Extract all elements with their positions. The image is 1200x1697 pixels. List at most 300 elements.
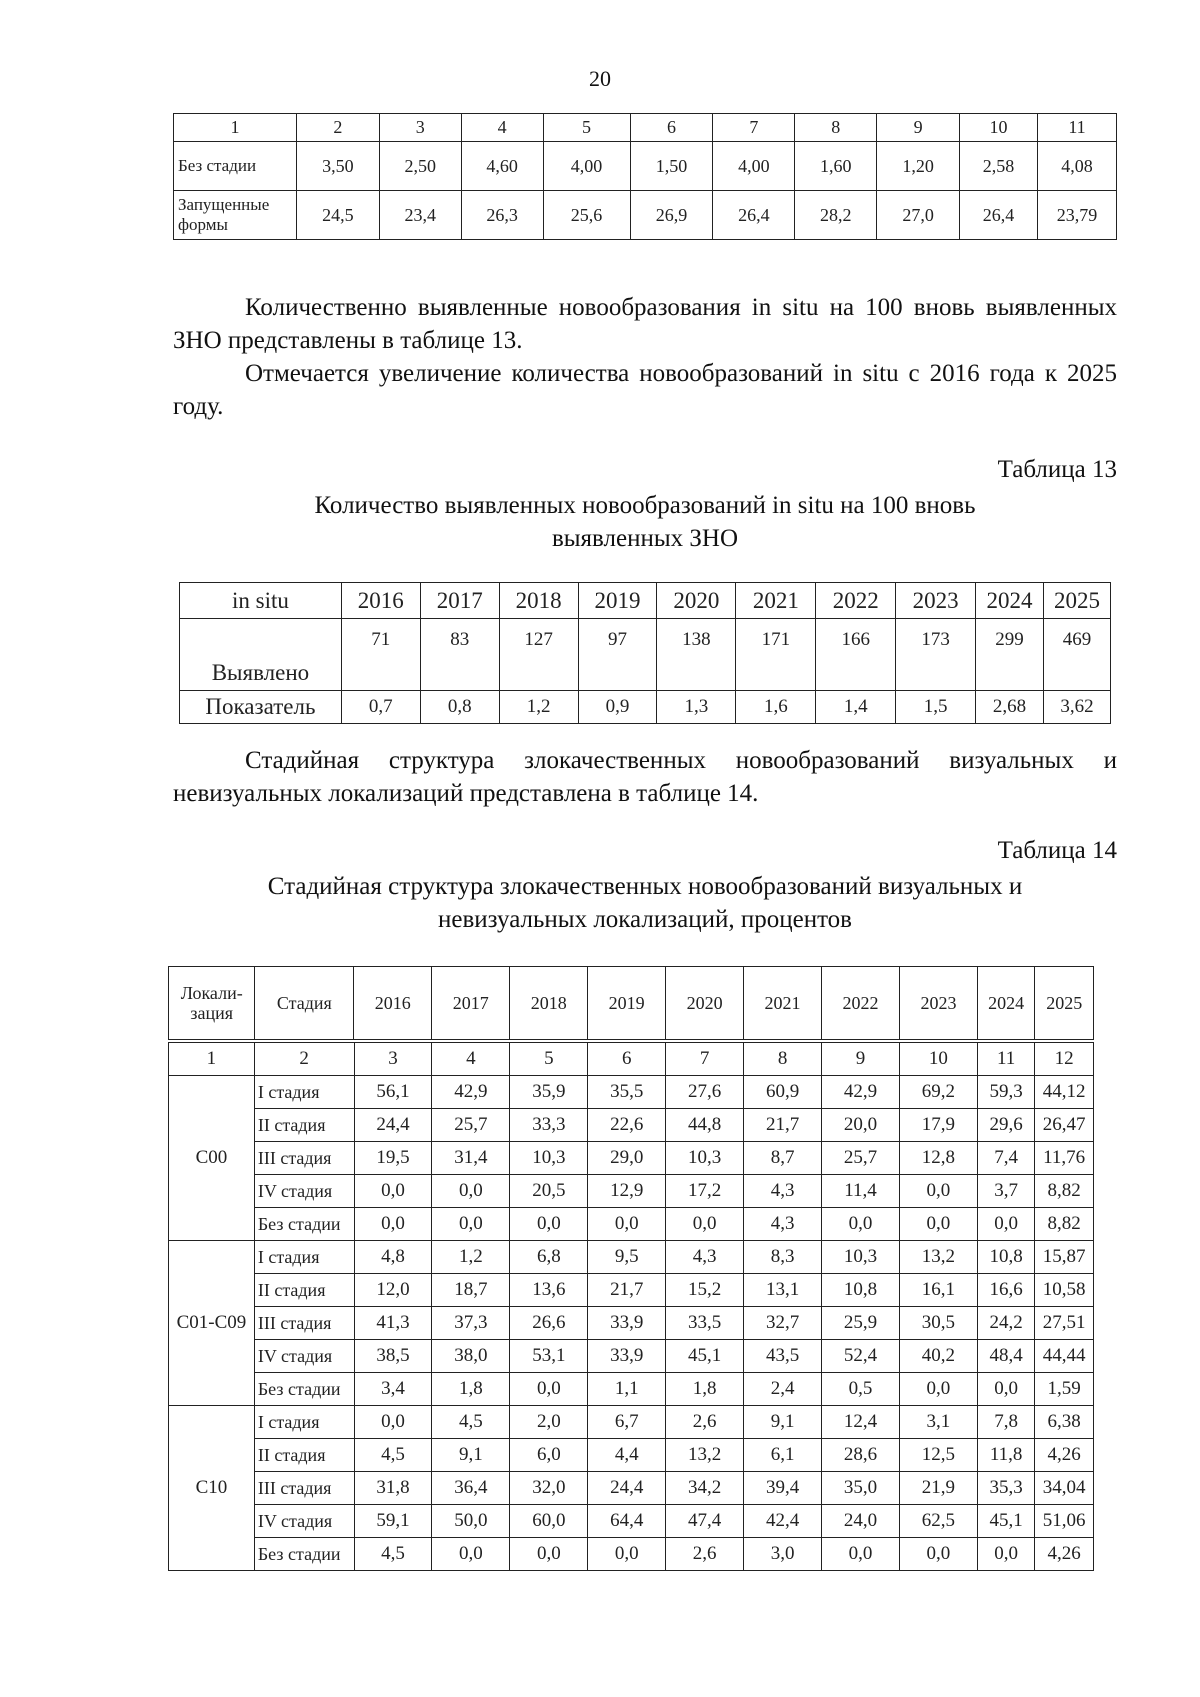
table-title-line: выявленных ЗНО	[551, 525, 739, 552]
table-cell: 27,6	[666, 1076, 744, 1109]
table-14-header	[168, 966, 1094, 1040]
table-cell: 8,82	[1035, 1208, 1094, 1241]
stage-cell: II стадия	[254, 1439, 354, 1472]
column-number: 6	[588, 1043, 666, 1076]
table-header-row	[169, 967, 1094, 1040]
table-cell: 4,26	[1035, 1538, 1094, 1571]
table-row	[180, 619, 1111, 691]
table-cell: 0,5	[822, 1373, 900, 1406]
header-cell: 11	[1037, 114, 1116, 142]
header-cell: 8	[795, 114, 877, 142]
table-cell: 6,7	[588, 1406, 666, 1439]
table-cell: 62,5	[899, 1505, 977, 1538]
table-cell: 7,4	[977, 1142, 1034, 1175]
table-cell: 0,0	[899, 1373, 977, 1406]
paragraph: Количественно выявленные новообразования in situ на 100 вновь выявленных ЗНО представлены в таблице 13.	[173, 294, 1117, 354]
table-cell: 0,0	[822, 1208, 900, 1241]
stage-cell: IV стадия	[254, 1175, 354, 1208]
table-cell: 10,8	[977, 1241, 1034, 1274]
year-header: 2025	[1035, 967, 1094, 1040]
table-cell: 25,6	[543, 191, 630, 240]
table-cell: 4,5	[354, 1439, 432, 1472]
table-cell: 35,5	[588, 1076, 666, 1109]
table-cell: 166	[816, 619, 896, 691]
table-row	[169, 1142, 1094, 1175]
table-cell: 0,0	[510, 1373, 588, 1406]
header-cell: 6	[630, 114, 713, 142]
header-cell: 3	[379, 114, 461, 142]
localization-cell: С00	[169, 1076, 255, 1241]
table-row	[169, 1439, 1094, 1472]
table-cell: 0,8	[420, 691, 499, 724]
table-cell: 0,0	[432, 1538, 510, 1571]
table-cell: 44,8	[666, 1109, 744, 1142]
table-cell: 12,9	[588, 1175, 666, 1208]
table-cell: 4,00	[543, 142, 630, 191]
table-cell: 13,6	[510, 1274, 588, 1307]
year-header: 2019	[588, 967, 666, 1040]
year-header: 2021	[744, 967, 822, 1040]
table-cell: 2,4	[744, 1373, 822, 1406]
table-cell: 42,9	[432, 1076, 510, 1109]
column-number: 8	[744, 1043, 822, 1076]
table-cell: 1,50	[630, 142, 713, 191]
paragraph-block	[173, 744, 1117, 810]
table-cell: 0,0	[354, 1406, 432, 1439]
stage-cell: I стадия	[254, 1241, 354, 1274]
stage-cell: IV стадия	[254, 1340, 354, 1373]
table-cell: 13,1	[744, 1274, 822, 1307]
table-cell: 97	[578, 619, 657, 691]
year-header: 2018	[510, 967, 588, 1040]
table-cell: 11,76	[1035, 1142, 1094, 1175]
column-number: 7	[666, 1043, 744, 1076]
table-row	[169, 1505, 1094, 1538]
table-cell: 21,7	[588, 1274, 666, 1307]
table-cell: 26,4	[960, 191, 1038, 240]
stage-cell: Без стадии	[254, 1373, 354, 1406]
table-cell: 4,5	[432, 1406, 510, 1439]
table-cell: 127	[499, 619, 578, 691]
table-cell: 7,8	[977, 1406, 1034, 1439]
table-cell: 469	[1043, 619, 1110, 691]
table-cell: 3,62	[1043, 691, 1110, 724]
table-cell: 59,3	[977, 1076, 1034, 1109]
table-cell: 42,4	[744, 1505, 822, 1538]
table-cell: 30,5	[899, 1307, 977, 1340]
table-cell: 13,2	[899, 1241, 977, 1274]
header-cell	[169, 967, 255, 1040]
table-cell: 32,0	[510, 1472, 588, 1505]
table-cell: 60,0	[510, 1505, 588, 1538]
column-number: 1	[169, 1043, 255, 1076]
column-number: 4	[432, 1043, 510, 1076]
table-cell: 36,4	[432, 1472, 510, 1505]
table-cell: 10,3	[666, 1142, 744, 1175]
table-cell: 3,7	[977, 1175, 1034, 1208]
table-cell: 0,0	[432, 1175, 510, 1208]
table-cell: 0,0	[822, 1538, 900, 1571]
table-cell: 45,1	[666, 1340, 744, 1373]
table-cell: 3,1	[899, 1406, 977, 1439]
table-cell: 0,0	[432, 1208, 510, 1241]
table-cell: 2,6	[666, 1406, 744, 1439]
row-label: Показатель	[180, 691, 342, 724]
table-row	[169, 1241, 1094, 1274]
table-cell: 33,9	[588, 1340, 666, 1373]
column-number: 11	[977, 1043, 1034, 1076]
table-cell: 28,2	[795, 191, 877, 240]
table-title	[173, 870, 1117, 936]
table-cell: 4,8	[354, 1241, 432, 1274]
table-cell: 27,0	[877, 191, 960, 240]
table-cell: 0,0	[354, 1175, 432, 1208]
year-header: 2025	[1043, 583, 1110, 619]
table-cell: 32,7	[744, 1307, 822, 1340]
table-cell: 1,59	[1035, 1373, 1094, 1406]
table-cell: 26,3	[461, 191, 543, 240]
stage-cell: Без стадии	[254, 1538, 354, 1571]
table-cell: 34,2	[666, 1472, 744, 1505]
table-cell: 4,08	[1037, 142, 1116, 191]
table-cell: 20,5	[510, 1175, 588, 1208]
table-cell: 44,12	[1035, 1076, 1094, 1109]
table-cell: 83	[420, 619, 499, 691]
table-cell: 35,0	[822, 1472, 900, 1505]
table-cell: 1,3	[657, 691, 736, 724]
row-label-line: Запущенные	[178, 195, 270, 214]
table-cell: 2,68	[976, 691, 1044, 724]
year-header: 2022	[816, 583, 896, 619]
header-line: Локали-	[180, 983, 243, 1003]
table-cell: 24,5	[296, 191, 379, 240]
table-cell: 6,38	[1035, 1406, 1094, 1439]
row-label: Без стадии	[174, 142, 297, 191]
table-cell: 44,44	[1035, 1340, 1094, 1373]
table-cell: 171	[736, 619, 816, 691]
table-cell: 33,9	[588, 1307, 666, 1340]
table-cell: 31,4	[432, 1142, 510, 1175]
table-cell: 9,1	[432, 1439, 510, 1472]
table-cell: 26,6	[510, 1307, 588, 1340]
table-cell: 22,6	[588, 1109, 666, 1142]
table-cell: 40,2	[899, 1340, 977, 1373]
table-cell: 15,2	[666, 1274, 744, 1307]
table-cell: 4,26	[1035, 1439, 1094, 1472]
table-header-row	[174, 114, 1117, 142]
paragraph-block	[173, 291, 1117, 423]
table-cell: 3,0	[744, 1538, 822, 1571]
page-number: 20	[589, 66, 611, 91]
year-header: 2023	[896, 583, 976, 619]
table-14	[168, 1042, 1094, 1571]
table-cell: 19,5	[354, 1142, 432, 1175]
table-row	[169, 1274, 1094, 1307]
table-row	[169, 1340, 1094, 1373]
table-cell: 25,9	[822, 1307, 900, 1340]
year-header: 2023	[899, 967, 977, 1040]
table-cell: 21,9	[899, 1472, 977, 1505]
table-cell: 1,4	[816, 691, 896, 724]
table-cell: 138	[657, 619, 736, 691]
year-header: 2017	[432, 967, 510, 1040]
table-cell: 12,0	[354, 1274, 432, 1307]
table-cell: 69,2	[899, 1076, 977, 1109]
table-caption: Таблица 14	[997, 837, 1117, 864]
stage-cell: I стадия	[254, 1406, 354, 1439]
table-cell: 12,5	[899, 1439, 977, 1472]
table-cell: 1,1	[588, 1373, 666, 1406]
table-cell: 0,9	[578, 691, 657, 724]
table-cell: 0,0	[588, 1538, 666, 1571]
table-cell: 51,06	[1035, 1505, 1094, 1538]
year-header: 2024	[976, 583, 1044, 619]
table-cell: 1,60	[795, 142, 877, 191]
table-cell: 10,3	[510, 1142, 588, 1175]
table-cell: 21,7	[744, 1109, 822, 1142]
table-cell: 0,0	[510, 1208, 588, 1241]
header-cell: 10	[960, 114, 1038, 142]
paragraph: Стадийная структура злокачественных новообразований визуальных и невизуальных локализаций представлена в таблице 14.	[173, 747, 1117, 807]
table-cell: 26,4	[713, 191, 795, 240]
column-number-row	[169, 1043, 1094, 1076]
column-number: 2	[254, 1043, 354, 1076]
table-cell: 71	[341, 619, 420, 691]
table-cell: 23,79	[1037, 191, 1116, 240]
table-cell: 4,3	[744, 1208, 822, 1241]
table-cell: 1,8	[666, 1373, 744, 1406]
table-cell: 1,8	[432, 1373, 510, 1406]
table-title-line: невизуальных локализаций, процентов	[438, 906, 852, 933]
table-row	[169, 1109, 1094, 1142]
table-13	[179, 582, 1111, 724]
table-cell: 18,7	[432, 1274, 510, 1307]
localization-cell: С10	[169, 1406, 255, 1571]
header-cell: 9	[877, 114, 960, 142]
table-cell: 38,5	[354, 1340, 432, 1373]
header-cell: 5	[543, 114, 630, 142]
table-cell: 4,3	[744, 1175, 822, 1208]
table-cell: 10,8	[822, 1274, 900, 1307]
table-cell: 0,0	[977, 1208, 1034, 1241]
header-cell: 4	[461, 114, 543, 142]
table-cell: 0,0	[510, 1538, 588, 1571]
table-cell: 10,58	[1035, 1274, 1094, 1307]
column-number: 3	[354, 1043, 432, 1076]
table-cell: 1,2	[499, 691, 578, 724]
header-cell: 7	[713, 114, 795, 142]
table-cell: 0,0	[977, 1373, 1034, 1406]
table-cell: 3,4	[354, 1373, 432, 1406]
table-cell: 173	[896, 619, 976, 691]
paragraph: Отмечается увеличение количества новообразований in situ с 2016 года к 2025 году.	[173, 360, 1117, 420]
table-cell: 299	[976, 619, 1044, 691]
table-cell: 15,87	[1035, 1241, 1094, 1274]
header-line: зация	[190, 1003, 234, 1023]
year-header: 2016	[341, 583, 420, 619]
table-cell: 37,3	[432, 1307, 510, 1340]
table-cell: 4,3	[666, 1241, 744, 1274]
year-header: 2016	[354, 967, 432, 1040]
table-row	[169, 1076, 1094, 1109]
table-cell: 4,5	[354, 1538, 432, 1571]
table-row	[169, 1307, 1094, 1340]
table-cell: 43,5	[744, 1340, 822, 1373]
header-cell: Стадия	[255, 967, 354, 1040]
table-title-line: Количество выявленных новообразований in situ на 100 вновь	[314, 492, 976, 519]
table-cell: 11,8	[977, 1439, 1034, 1472]
table-cell: 52,4	[822, 1340, 900, 1373]
table-cell: 6,8	[510, 1241, 588, 1274]
table-cell: 35,3	[977, 1472, 1034, 1505]
table-cell: 2,50	[379, 142, 461, 191]
table-cell: 27,51	[1035, 1307, 1094, 1340]
header-cell: in situ	[180, 583, 342, 619]
table-cell: 25,7	[822, 1142, 900, 1175]
table-cell: 8,82	[1035, 1175, 1094, 1208]
column-number: 9	[822, 1043, 900, 1076]
row-label-line: формы	[178, 215, 228, 234]
table-cell: 1,20	[877, 142, 960, 191]
table-cell: 4,4	[588, 1439, 666, 1472]
table-cell: 4,60	[461, 142, 543, 191]
table-caption: Таблица 13	[997, 456, 1117, 483]
table-cell: 24,2	[977, 1307, 1034, 1340]
table-row	[174, 191, 1117, 240]
table-cell: 0,7	[341, 691, 420, 724]
table-cell: 17,9	[899, 1109, 977, 1142]
table-cell: 50,0	[432, 1505, 510, 1538]
table-cell: 31,8	[354, 1472, 432, 1505]
table-cell: 11,4	[822, 1175, 900, 1208]
table-row	[169, 1208, 1094, 1241]
table-title	[173, 489, 1117, 555]
header-cell: 2	[296, 114, 379, 142]
table-cell: 59,1	[354, 1505, 432, 1538]
stage-cell: IV стадия	[254, 1505, 354, 1538]
column-number: 5	[510, 1043, 588, 1076]
table-cell: 23,4	[379, 191, 461, 240]
table-cell: 6,1	[744, 1439, 822, 1472]
table-cell: 35,9	[510, 1076, 588, 1109]
table-cell: 0,0	[588, 1208, 666, 1241]
table-header-row	[180, 583, 1111, 619]
table-cell: 12,8	[899, 1142, 977, 1175]
table-cell: 0,0	[354, 1208, 432, 1241]
year-header: 2021	[736, 583, 816, 619]
stage-cell: III стадия	[254, 1142, 354, 1175]
row-label	[174, 191, 297, 240]
table-cell: 53,1	[510, 1340, 588, 1373]
table-cell: 38,0	[432, 1340, 510, 1373]
table-cell: 4,00	[713, 142, 795, 191]
table-cell: 42,9	[822, 1076, 900, 1109]
table-row	[169, 1538, 1094, 1571]
table-cell: 24,4	[354, 1109, 432, 1142]
table-cell: 2,6	[666, 1538, 744, 1571]
table-row	[174, 142, 1117, 191]
table-cell: 2,0	[510, 1406, 588, 1439]
table-cell: 16,6	[977, 1274, 1034, 1307]
table-cell: 8,3	[744, 1241, 822, 1274]
table-cell: 56,1	[354, 1076, 432, 1109]
localization-cell: С01-С09	[169, 1241, 255, 1406]
table-cell: 0,0	[666, 1208, 744, 1241]
table-cell: 1,5	[896, 691, 976, 724]
table-title-line: Стадийная структура злокачественных новообразований визуальных и	[267, 873, 1023, 900]
stage-cell: I стадия	[254, 1076, 354, 1109]
table-row	[169, 1406, 1094, 1439]
table-cell: 9,5	[588, 1241, 666, 1274]
table-cell: 8,7	[744, 1142, 822, 1175]
table-cell: 0,0	[899, 1175, 977, 1208]
table-row	[169, 1472, 1094, 1505]
table-cell: 29,0	[588, 1142, 666, 1175]
table-cell: 34,04	[1035, 1472, 1094, 1505]
table-cell: 25,7	[432, 1109, 510, 1142]
table-cell: 29,6	[977, 1109, 1034, 1142]
table-cell: 3,50	[296, 142, 379, 191]
table-row	[180, 691, 1111, 724]
table-cell: 1,6	[736, 691, 816, 724]
column-number: 12	[1035, 1043, 1094, 1076]
table-cell: 0,0	[899, 1538, 977, 1571]
table-cell: 64,4	[588, 1505, 666, 1538]
stage-cell: III стадия	[254, 1307, 354, 1340]
table-cell: 6,0	[510, 1439, 588, 1472]
table-cell: 17,2	[666, 1175, 744, 1208]
table-cell: 47,4	[666, 1505, 744, 1538]
year-header: 2017	[420, 583, 499, 619]
table-cell: 26,47	[1035, 1109, 1094, 1142]
table-cell: 41,3	[354, 1307, 432, 1340]
table-cell: 26,9	[630, 191, 713, 240]
table-cell: 13,2	[666, 1439, 744, 1472]
table-cell: 20,0	[822, 1109, 900, 1142]
table-cell: 24,4	[588, 1472, 666, 1505]
year-header: 2020	[666, 967, 744, 1040]
table-cell: 33,5	[666, 1307, 744, 1340]
year-header: 2022	[822, 967, 900, 1040]
year-header: 2019	[578, 583, 657, 619]
table-cell: 45,1	[977, 1505, 1034, 1538]
row-label: Выявлено	[180, 619, 342, 691]
stage-cell: II стадия	[254, 1274, 354, 1307]
column-number: 10	[899, 1043, 977, 1076]
table-cell: 33,3	[510, 1109, 588, 1142]
table-cell: 0,0	[899, 1208, 977, 1241]
table-cell: 12,4	[822, 1406, 900, 1439]
year-header: 2024	[977, 967, 1034, 1040]
table-cell: 2,58	[960, 142, 1038, 191]
header-cell: 1	[174, 114, 297, 142]
table-cell: 10,3	[822, 1241, 900, 1274]
table-cell: 1,2	[432, 1241, 510, 1274]
stage-cell: III стадия	[254, 1472, 354, 1505]
table-cell: 9,1	[744, 1406, 822, 1439]
continued-table	[173, 113, 1117, 240]
table-cell: 24,0	[822, 1505, 900, 1538]
stage-cell: II стадия	[254, 1109, 354, 1142]
table-cell: 16,1	[899, 1274, 977, 1307]
table-cell: 0,0	[977, 1538, 1034, 1571]
table-14-body	[169, 1043, 1094, 1571]
table-row	[169, 1175, 1094, 1208]
stage-cell: Без стадии	[254, 1208, 354, 1241]
table-cell: 39,4	[744, 1472, 822, 1505]
year-header: 2020	[657, 583, 736, 619]
table-cell: 48,4	[977, 1340, 1034, 1373]
